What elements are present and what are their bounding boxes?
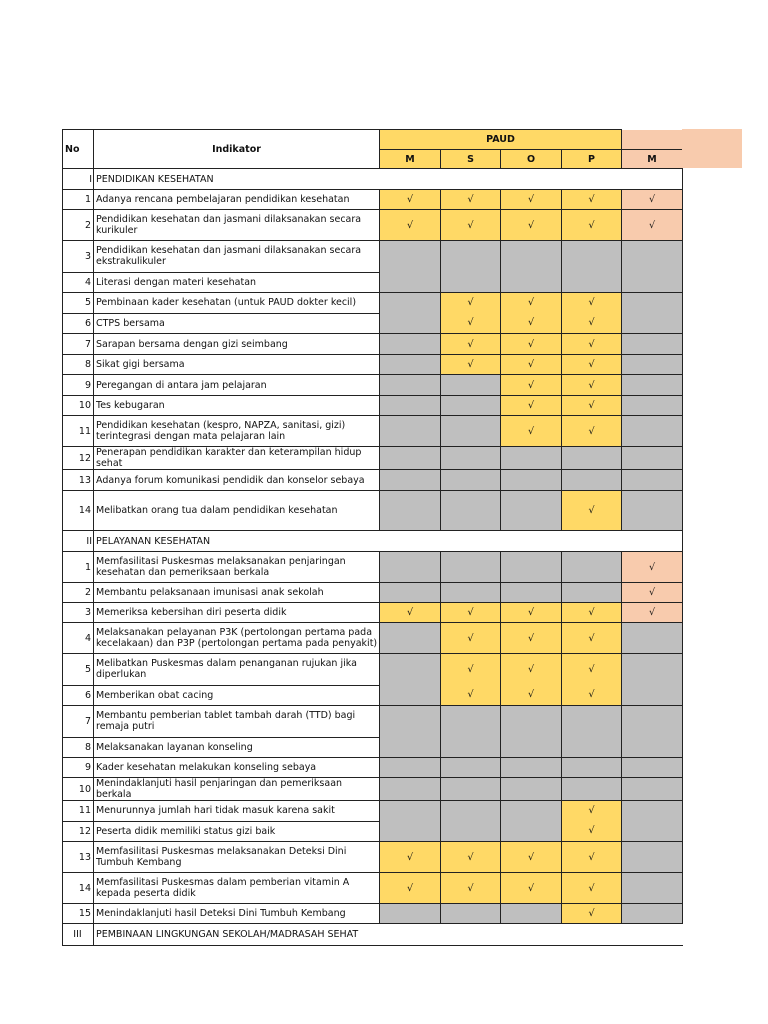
row-number: 5 [63,654,94,686]
mark-cell-m2: √ [622,210,683,241]
mark-cell-m2 [622,491,683,531]
mark-cell-m2 [622,654,683,706]
mark-cell-s [441,396,501,416]
mark-cell-m2 [622,706,683,758]
mark-cell-m: √ [380,210,441,241]
indicator-text: Tes kebugaran [94,396,380,416]
table-row [63,334,683,355]
table-row [63,706,683,738]
mark-cell-p [562,758,622,778]
mark-cell-m [380,778,441,801]
table-row [63,552,683,583]
indicator-text: Memberikan obat cacing [94,685,380,705]
mark-cell-p: √ [562,375,622,396]
mark-cell-m [380,447,441,470]
mark-cell-p [562,801,622,842]
mark-cell-o: √ [501,334,562,355]
mark-cell-p: √ [562,210,622,241]
mark-cell-s: √ [441,210,501,241]
table-row [63,801,683,822]
mark-cell-o [501,241,562,293]
mark-cell-o [501,552,562,583]
mark-cell-p [562,293,622,334]
check-mark [441,706,500,737]
row-number: 4 [63,272,94,292]
mark-cell-m2 [622,778,683,801]
indicator-text: Pendidikan kesehatan dan jasmani dilaksanakan secara ekstrakulikuler [94,241,380,273]
mark-cell-m [380,416,441,447]
check-mark: √ [588,825,595,836]
check-mark: √ [467,317,474,328]
mark-cell-o [501,778,562,801]
mark-cell-p [562,241,622,293]
header-col-m: M [380,150,441,169]
row-number: 14 [63,873,94,904]
row-number: 1 [63,552,94,583]
table-row [63,416,683,447]
indicator-text: Sikat gigi bersama [94,355,380,375]
mark-cell-m [380,470,441,491]
check-mark [501,241,561,272]
table-row [63,190,683,210]
check-mark: √ [467,664,474,675]
check-mark [622,706,682,737]
check-mark [441,801,500,821]
mark-cell-p: √ [562,334,622,355]
mark-cell-o [501,654,562,706]
mark-cell-m [380,355,441,375]
mark-cell-s [441,241,501,293]
row-number: 6 [63,685,94,705]
mark-cell-o: √ [501,842,562,873]
mark-cell-o [501,904,562,924]
check-mark [380,821,440,841]
mark-cell-o: √ [501,375,562,396]
row-number: 13 [63,842,94,873]
row-number: 9 [63,758,94,778]
table-row [63,778,683,801]
mark-cell-p: √ [562,842,622,873]
header-col-o: O [501,150,562,169]
mark-cell-m [380,654,441,706]
mark-cell-s: √ [441,603,501,623]
mark-cell-o [501,293,562,334]
mark-cell-m [380,706,441,758]
mark-cell-p: √ [562,623,622,654]
indicator-text: Adanya rencana pembelajaran pendidikan kesehatan [94,190,380,210]
indicator-text: Memeriksa kebersihan diri peserta didik [94,603,380,623]
indicator-text: Melibatkan Puskesmas dalam penanganan rujukan jika diperlukan [94,654,380,686]
header-col-s: S [441,150,501,169]
indicator-text: Literasi dengan materi kesehatan [94,272,380,292]
mark-cell-o: √ [501,623,562,654]
section-title: PENDIDIKAN KESEHATAN [94,169,683,190]
mark-cell-s: √ [441,334,501,355]
row-number: 12 [63,447,94,470]
mark-cell-m2 [622,293,683,334]
check-mark: √ [467,297,474,308]
table-header [63,130,683,169]
check-mark: √ [467,689,474,700]
mark-cell-m2: √ [622,603,683,623]
check-mark [501,706,561,737]
check-mark [380,272,440,292]
check-mark [441,821,500,841]
row-number: 3 [63,603,94,623]
mark-cell-p: √ [562,355,622,375]
mark-cell-m [380,293,441,334]
indicator-text: Membantu pemberian tablet tambah darah (TTD) bagi remaja putri [94,706,380,738]
mark-cell-m2 [622,623,683,654]
mark-cell-o [501,758,562,778]
mark-cell-m2 [622,758,683,778]
indicator-text: Sarapan bersama dengan gizi seimbang [94,334,380,355]
check-mark: √ [588,664,595,675]
indicator-text: Memfasilitasi Puskesmas dalam pemberian vitamin A kepada peserta didik [94,873,380,904]
mark-cell-s [441,447,501,470]
mark-cell-s [441,491,501,531]
mark-cell-o [501,470,562,491]
mark-cell-s [441,293,501,334]
indicator-text: Melibatkan orang tua dalam pendidikan kesehatan [94,491,380,531]
section-number: II [63,531,94,552]
mark-cell-o: √ [501,190,562,210]
check-mark [562,706,621,737]
row-number: 2 [63,583,94,603]
section-number: III [63,924,94,946]
mark-cell-m: √ [380,842,441,873]
row-number: 14 [63,491,94,531]
mark-cell-p: √ [562,396,622,416]
check-mark [501,821,561,841]
check-mark [380,293,440,313]
check-mark [380,685,440,705]
table-row [63,623,683,654]
check-mark [562,737,621,757]
row-number: 13 [63,470,94,491]
indicator-text: Memfasilitasi Puskesmas melaksanakan penjaringan kesehatan dan pemeriksaan berkala [94,552,380,583]
mark-cell-s: √ [441,873,501,904]
mark-cell-o: √ [501,603,562,623]
header-indikator: Indikator [94,130,380,169]
section-row [63,924,683,946]
table-row [63,375,683,396]
mark-cell-p [562,778,622,801]
check-mark [622,685,682,705]
indicator-text: Menindaklanjuti hasil Deteksi Dini Tumbuh Kembang [94,904,380,924]
row-number: 8 [63,737,94,757]
header-no: No [63,130,94,169]
row-number: 11 [63,416,94,447]
mark-cell-p [562,654,622,706]
row-number: 2 [63,210,94,241]
mark-cell-m2 [622,241,683,293]
table-row [63,470,683,491]
mark-cell-m: √ [380,190,441,210]
mark-cell-p [562,470,622,491]
row-number: 11 [63,801,94,822]
check-mark [562,241,621,272]
row-number: 12 [63,821,94,842]
table-row [63,904,683,924]
table-row [63,758,683,778]
check-mark [622,737,682,757]
mark-cell-s [441,470,501,491]
indicator-text: Menindaklanjuti hasil penjaringan dan pemeriksaan berkala [94,778,380,801]
table-row [63,241,683,273]
mark-cell-s: √ [441,355,501,375]
check-mark: √ [527,317,535,328]
table-row [63,396,683,416]
mark-cell-s [441,758,501,778]
table-row [63,654,683,686]
mark-cell-p [562,552,622,583]
mark-cell-s: √ [441,190,501,210]
mark-cell-m [380,334,441,355]
indicator-text: Melaksanakan layanan konseling [94,737,380,757]
mark-cell-s: √ [441,623,501,654]
check-mark [501,737,561,757]
table-row [63,447,683,470]
table-row [63,355,683,375]
indicator-text: CTPS bersama [94,313,380,334]
check-mark [501,272,561,292]
check-mark [622,801,682,821]
mark-cell-o [501,491,562,531]
check-mark [441,737,500,757]
mark-cell-o: √ [501,873,562,904]
mark-cell-o [501,706,562,758]
section-row [63,169,683,190]
table-row [63,873,683,904]
mark-cell-o: √ [501,210,562,241]
mark-cell-m2 [622,355,683,375]
mark-cell-m [380,396,441,416]
check-mark: √ [588,297,595,308]
mark-cell-s [441,706,501,758]
indicator-text: Memfasilitasi Puskesmas melaksanakan Deteksi Dini Tumbuh Kembang [94,842,380,873]
mark-cell-m2 [622,904,683,924]
mark-cell-m2 [622,842,683,873]
check-mark: √ [527,664,535,675]
row-number: 1 [63,190,94,210]
mark-cell-p: √ [562,873,622,904]
mark-cell-o [501,801,562,842]
mark-cell-s [441,801,501,842]
indicator-text: Penerapan pendidikan karakter dan keterampilan hidup sehat [94,447,380,470]
row-number: 4 [63,623,94,654]
check-mark [501,801,561,821]
mark-cell-s [441,583,501,603]
check-mark [380,706,440,737]
mark-cell-p [562,706,622,758]
mark-cell-s [441,778,501,801]
header-extra [622,130,683,150]
mark-cell-m [380,241,441,293]
mark-cell-o: √ [501,416,562,447]
mark-cell-m [380,552,441,583]
mark-cell-m2: √ [622,552,683,583]
header-extra-fill [682,129,742,168]
mark-cell-m2 [622,334,683,355]
check-mark: √ [588,689,595,700]
mark-cell-m [380,375,441,396]
table-row [63,210,683,241]
mark-cell-m: √ [380,873,441,904]
check-mark [380,654,440,685]
header-col-m2: M [622,150,683,169]
row-number: 7 [63,706,94,738]
section-title: PELAYANAN KESEHATAN [94,531,683,552]
row-number: 10 [63,396,94,416]
check-mark [380,313,440,333]
row-number: 5 [63,293,94,314]
table-row [63,842,683,873]
mark-cell-m2 [622,470,683,491]
check-mark [622,241,682,272]
indicator-text: Menurunnya jumlah hari tidak masuk karena sakit [94,801,380,822]
row-number: 6 [63,313,94,334]
check-mark [622,654,682,685]
mark-cell-p: √ [562,904,622,924]
indicator-text: Membantu pelaksanaan imunisasi anak sekolah [94,583,380,603]
mark-cell-m2 [622,375,683,396]
mark-cell-m2: √ [622,583,683,603]
check-mark [380,737,440,757]
row-number: 7 [63,334,94,355]
table-row [63,603,683,623]
indicator-text: Peserta didik memiliki status gizi baik [94,821,380,842]
mark-cell-m [380,904,441,924]
mark-cell-m2 [622,416,683,447]
mark-cell-p: √ [562,603,622,623]
mark-cell-m [380,583,441,603]
row-number: 3 [63,241,94,273]
check-mark: √ [527,297,535,308]
check-mark [562,272,621,292]
mark-cell-s [441,375,501,396]
mark-cell-s [441,904,501,924]
table-row [63,583,683,603]
check-mark: √ [588,317,595,328]
mark-cell-s [441,552,501,583]
mark-cell-p [562,447,622,470]
row-number: 10 [63,778,94,801]
section-title: PEMBINAAN LINGKUNGAN SEKOLAH/MADRASAH SEHAT [94,924,683,946]
mark-cell-m2 [622,396,683,416]
table-body [63,169,683,946]
indicator-text: Pembinaan kader kesehatan (untuk PAUD dokter kecil) [94,293,380,314]
mark-cell-m [380,623,441,654]
mark-cell-s [441,416,501,447]
mark-cell-m2 [622,873,683,904]
indicator-table [62,129,683,946]
check-mark [441,272,500,292]
indicator-text: Melaksanakan pelayanan P3K (pertolongan pertama pada kecelakaan) dan P3P (pertolongan pertama pada penyakit) [94,623,380,654]
table-row [63,293,683,314]
check-mark [622,821,682,841]
indicator-text: Kader kesehatan melakukan konseling sebaya [94,758,380,778]
row-number: 8 [63,355,94,375]
table-row [63,491,683,531]
mark-cell-s: √ [441,842,501,873]
mark-cell-o [501,583,562,603]
check-mark [380,241,440,272]
mark-cell-m: √ [380,603,441,623]
mark-cell-p: √ [562,491,622,531]
mark-cell-m [380,758,441,778]
mark-cell-s [441,654,501,706]
row-number: 9 [63,375,94,396]
section-row [63,531,683,552]
mark-cell-o: √ [501,355,562,375]
header-paud: PAUD [380,130,622,150]
indicator-text: Peregangan di antara jam pelajaran [94,375,380,396]
mark-cell-m2 [622,801,683,842]
check-mark: √ [588,805,595,816]
check-mark [441,241,500,272]
check-mark [622,272,682,292]
mark-cell-p: √ [562,190,622,210]
mark-cell-o [501,447,562,470]
indicator-text: Pendidikan kesehatan dan jasmani dilaksanakan secara kurikuler [94,210,380,241]
check-mark [622,293,682,313]
check-mark [380,801,440,821]
mark-cell-m [380,801,441,842]
mark-cell-m2 [622,447,683,470]
row-number: 15 [63,904,94,924]
mark-cell-p [562,583,622,603]
check-mark [622,313,682,333]
mark-cell-m [380,491,441,531]
check-mark: √ [527,689,535,700]
mark-cell-m2: √ [622,190,683,210]
section-number: I [63,169,94,190]
mark-cell-o: √ [501,396,562,416]
indicator-text: Adanya forum komunikasi pendidik dan konselor sebaya [94,470,380,491]
indicator-text: Pendidikan kesehatan (kespro, NAPZA, sanitasi, gizi) terintegrasi dengan mata pelajaran lain [94,416,380,447]
header-col-p: P [562,150,622,169]
mark-cell-p: √ [562,416,622,447]
